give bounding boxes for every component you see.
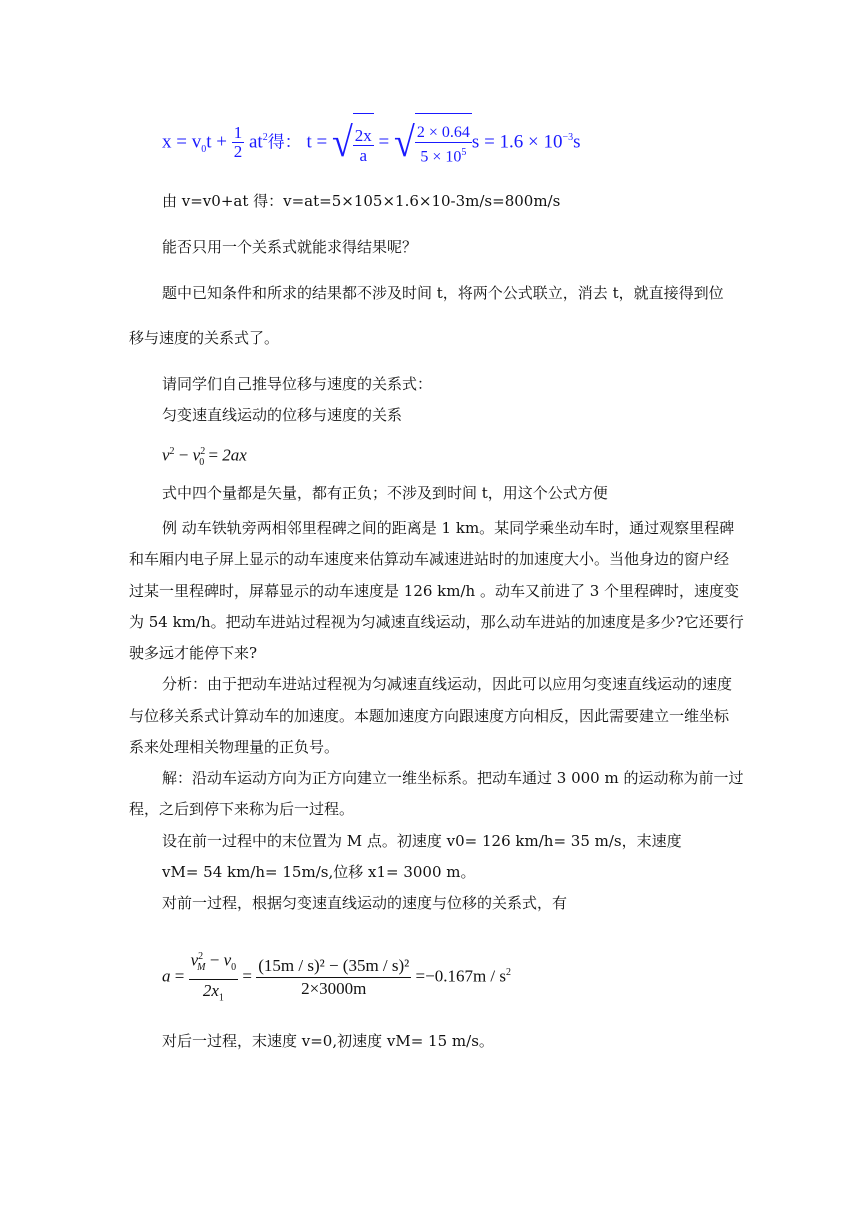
paragraph-line: 解：沿动车运动方向为正方向建立一维坐标系。把动车通过 3 000 m 的运动称为前一过 xyxy=(162,769,744,787)
paragraph-line: 设在前一过程中的末位置为 M 点。初速度 v0= 126 km/h= 35 m/s，末速度 xyxy=(162,832,682,850)
formula-text: t xyxy=(306,131,312,153)
paragraph-line: 驶多远才能停下来? xyxy=(129,644,258,662)
sqrt-numeric-fraction xyxy=(394,113,472,172)
fraction-numerator: 1 xyxy=(233,123,243,143)
fraction-acceleration-numeric: $\frac{\text{(15m / s)² − (35m / s)²}}{2\times 3000m}$ xyxy=(258,956,410,999)
formula-text: 1.6 × 10 xyxy=(499,131,563,153)
fraction-half xyxy=(232,124,245,161)
formula-text: = xyxy=(378,131,390,153)
formula-velocity-displacement: $v^2 - v^2_0 = 2ax$ xyxy=(162,445,247,469)
paragraph-line: 过某一里程碑时，屏幕显示的动车速度是 126 km/h 。动车又前进了 3 个里程碑时，速度变 xyxy=(129,582,740,600)
paragraph-line: 系来处理相关物理量的正负号。 xyxy=(129,738,340,756)
sqrt-2x-over-a xyxy=(332,113,374,172)
fraction-denominator: a xyxy=(359,145,368,165)
formula-text: s xyxy=(471,131,480,153)
paragraph-line: 例 动车铁轨旁两相邻里程碑之间的距离是 1 km。某同学乘坐动车时，通过观察里程碑 xyxy=(162,519,735,537)
formula-superscript: 2 xyxy=(262,132,268,143)
fraction-numerator: 2 × 0.64 xyxy=(416,124,470,142)
paragraph-line: vM= 54 km/h= 15m/s,位移 x1= 3000 m。 xyxy=(162,863,476,881)
fraction-denominator: $5 \times 10^5$ xyxy=(420,147,467,166)
formula-text: at xyxy=(248,131,263,153)
paragraph-line: 和车厢内电子屏上显示的动车速度来估算动车减速进站时的加速度大小。当他身边的窗户经 xyxy=(129,550,730,568)
formula-text: 得： xyxy=(267,132,302,153)
paragraph-line: 为 54 km/h。把动车进站过程视为匀减速直线运动，那么动车进站的加速度是多少?它还要行 xyxy=(129,613,744,631)
formula-text: v xyxy=(191,131,202,153)
formula-subscript: 0 xyxy=(201,144,207,156)
fraction-acceleration-symbolic: $\frac{v^2_M - v_0}{2x_1}$ xyxy=(189,946,239,1009)
paragraph-line: 分析：由于把动车进站过程视为匀减速直线运动，因此可以应用匀变速直线运动的速度 xyxy=(162,675,733,693)
formula-text: = xyxy=(316,131,328,153)
formula-text: x xyxy=(162,131,172,153)
formula-text: + xyxy=(216,131,227,153)
paragraph-line: 题中已知条件和所求的结果都不涉及时间 t，将两个公式联立，消去 t，就直接得到位 xyxy=(162,284,724,302)
formula-text: = xyxy=(484,131,495,153)
formula-text: s xyxy=(573,131,581,153)
paragraph-line: 对前一过程，根据匀变速直线运动的速度与位移的关系式，有 xyxy=(162,894,568,912)
radical-sign: √ xyxy=(394,119,415,167)
radical-sign: √ xyxy=(331,119,353,167)
formula-text: = xyxy=(176,131,187,153)
paragraph-line: 式中四个量都是矢量，都有正负；不涉及到时间 t，用这个公式方便 xyxy=(162,484,608,502)
paragraph-line: 请同学们自己推导位移与速度的关系式： xyxy=(162,375,433,393)
paragraph-line: 与位移关系式计算动车的加速度。本题加速度方向跟速度方向相反，因此需要建立一维坐标 xyxy=(129,707,730,725)
paragraph-line: 匀变速直线运动的位移与速度的关系 xyxy=(162,406,403,424)
formula-kinematics-time xyxy=(162,110,581,170)
paragraph-line: 能否只用一个关系式就能求得结果呢？ xyxy=(162,238,418,256)
formula-acceleration: a = $\frac{v^2_M - v_0}{2x_1}$ = $\frac{\text{(15m / s)² − (35m / s)²}}{2\times 3000m}$ $=-0.167m / s^2$ xyxy=(162,946,511,1009)
formula-text: t xyxy=(206,131,212,153)
paragraph-line: 移与速度的关系式了。 xyxy=(129,329,280,347)
paragraph-line: 由 v=v0+at 得：v=at=5×105×1.6×10-3m/s=800m/s xyxy=(162,192,561,210)
fraction-denominator: 2 xyxy=(233,142,243,162)
fraction-numerator: 2x xyxy=(354,125,372,145)
formula-superscript: −3 xyxy=(562,132,574,143)
paragraph-line: 对后一过程，末速度 v=0,初速度 vM= 15 m/s。 xyxy=(162,1032,494,1050)
paragraph-line: 程，之后到停下来称为后一过程。 xyxy=(129,800,355,818)
